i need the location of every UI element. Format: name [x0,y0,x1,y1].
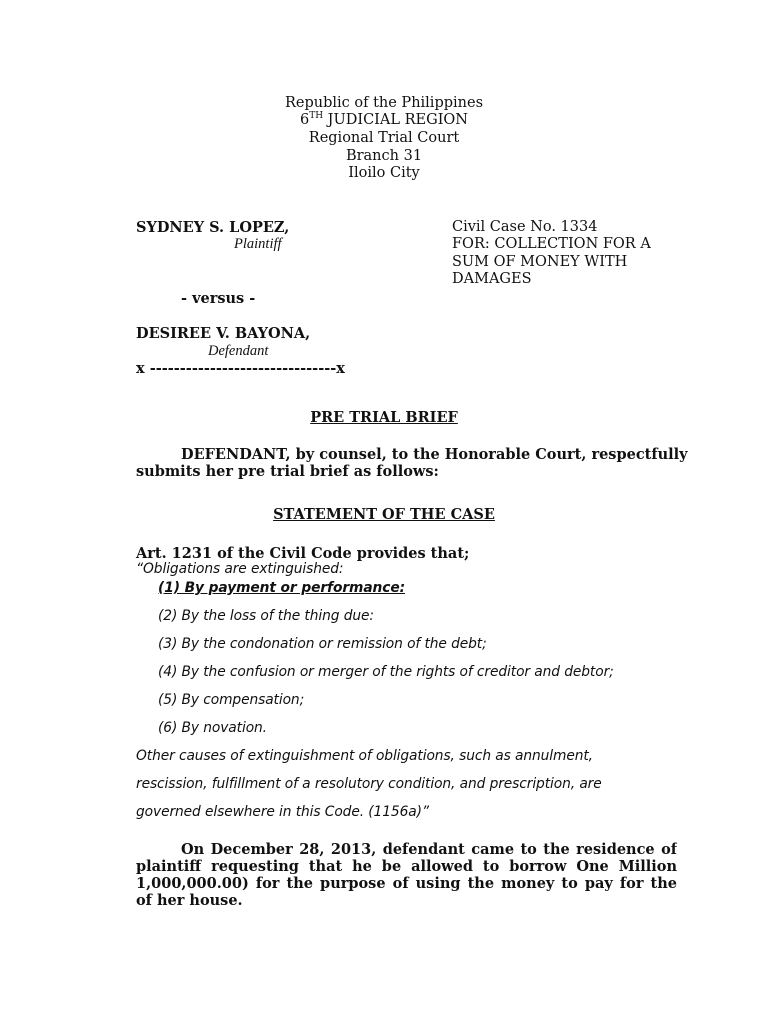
facts-line1: On December 28, 2013, defendant came to the residence of [181,841,677,858]
intro-line2: submits her pre trial brief as follows: [136,463,439,480]
article-item-1: (1) By payment or performance: [158,580,406,596]
article-other-line1: Other causes of extinguishment of obligations, such as annulment, [136,748,593,764]
article-item-2: (2) By the loss of the thing due: [158,608,374,624]
versus-label: - versus - [181,290,256,307]
article-item-5: (5) By compensation; [158,692,305,708]
plaintiff-role: Plaintiff [234,236,282,252]
article-item-3: (3) By the condonation or remission of the debt; [158,636,487,652]
article-heading: Art. 1231 of the Civil Code provides that; [136,545,470,562]
header-branch: Branch 31 [345,148,423,164]
section-title: STATEMENT OF THE CASE [273,506,495,523]
intro-line1: DEFENDANT, by counsel, to the Honorable Court, respectfully [181,446,688,463]
facts-line2: plaintiff requesting that he be allowed to borrow One Million [136,858,677,875]
case-nature-line2: SUM OF MONEY WITH [452,254,628,270]
facts-line4: of her house. [136,892,243,909]
header-region-suffix: TH [309,111,324,122]
header-judicial-region [0,112,768,130]
article-item-6: (6) By novation. [158,720,267,736]
case-nature-line1: FOR: COLLECTION FOR A [452,236,651,252]
case-nature-line3: DAMAGES [452,271,532,287]
document-title: PRE TRIAL BRIEF [310,409,458,426]
article-other-line3: governed elsewhere in this Code. (1156a)” [136,804,429,820]
article-other-line2: rescission, fulfillment of a resolutory condition, and prescription, are [136,776,602,792]
facts-line3: 1,000,000.00) for the purpose of using the money to pay for the [136,875,677,892]
defendant-name: DESIREE V. BAYONA, [136,325,311,342]
header-region-label: JUDICIAL REGION [323,112,468,128]
plaintiff-name: SYDNEY S. LOPEZ, [136,219,290,236]
defendant-role: Defendant [208,343,269,359]
article-item-4: (4) By the confusion or merger of the rights of creditor and debtor; [158,664,614,680]
header-republic: Republic of the Philippines [284,95,484,111]
header-court: Regional Trial Court [308,130,460,146]
case-number: Civil Case No. 1334 [452,219,598,235]
caption-separator: x -------------------------------x [136,360,345,377]
header-city: Iloilo City [348,165,420,181]
header-region-number: 6 [299,112,310,128]
article-quote-open: “Obligations are extinguished: [136,561,344,577]
